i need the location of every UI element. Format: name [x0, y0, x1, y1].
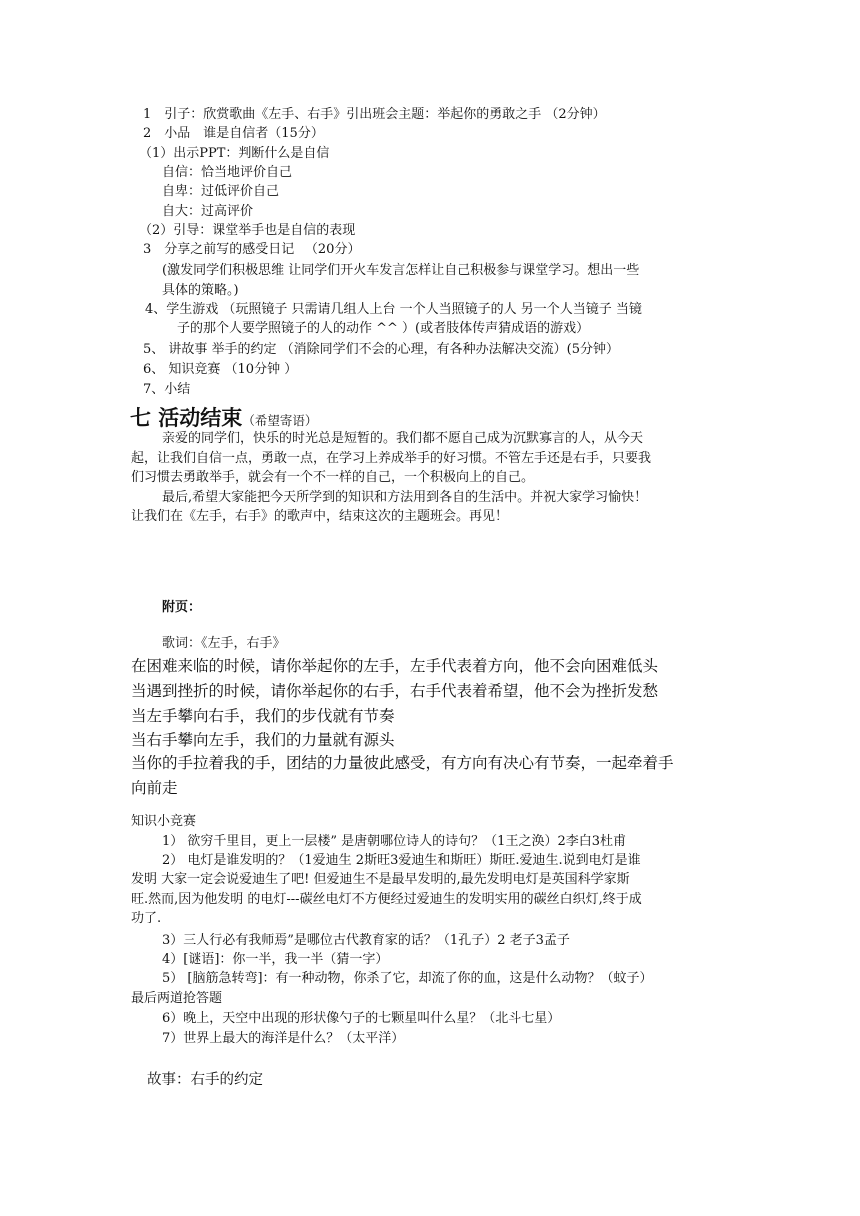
closing-paragraph-line: 让我们在《左手，右手》的歌声中，结束这次的主题班会。再见！ — [131, 509, 509, 524]
plan-line: 3 分享之前写的感受日记 （20分） — [143, 242, 361, 257]
plan-line: 自信：恰当地评价自己 — [162, 165, 293, 180]
plan-line: 6、 知识竞赛 （10分钟 ） — [143, 362, 298, 377]
quiz-item: 1） 欲穷千里目，更上一层楼” 是唐朝哪位诗人的诗句？（1王之涣）2李白3杜甫 — [162, 834, 626, 849]
quiz-item: 功了. — [131, 911, 162, 926]
quiz-item: 2） 电灯是谁发明的？（1爱迪生 2斯旺3爱迪生和斯旺）斯旺.爱迪生.说到电灯是谁 — [162, 853, 641, 868]
quiz-item: 发明 大家一定会说爱迪生了吧! 但爱迪生不是最早发明的,最先发明电灯是英国科学家斯 — [131, 872, 630, 887]
quiz-item: 7）世界上最大的海洋是什么？（太平洋） — [162, 1031, 405, 1046]
closing-paragraph-line: 最后,希望大家能把今天所学到的知识和方法用到各自的生活中。并祝大家学习愉快！ — [162, 490, 648, 505]
quiz-item: 旺.然而,因为他发明 的电灯---碳丝电灯不方便经过爱迪生的发明实用的碳丝白织灯,终于成 — [131, 892, 642, 907]
plan-line: 5、 讲故事 举手的约定 （消除同学们不会的心理，有各种办法解决交流）(5分钟） — [143, 342, 620, 357]
quiz-item: 6）晚上，天空中出现的形状像勺子的七颗星叫什么星？（北斗七星） — [162, 1011, 561, 1026]
lyrics-title: 歌词：《左手，右手》 — [162, 636, 286, 651]
plan-line: 4、学生游戏 （玩照镜子 只需请几组人上台 一个人当照镜子的人 另一个人当镜子 当镜 — [145, 302, 642, 317]
lyric-line: 当左手攀向右手，我们的步伐就有节奏 — [131, 707, 395, 725]
lyric-line: 当你的手拉着我的手，团结的力量彼此感受，有方向有决心有节奏，一起牵着手 — [131, 754, 674, 772]
plan-line: 自卑：过低评价自己 — [162, 184, 280, 199]
lyric-line: 当右手攀向左手，我们的力量就有源头 — [131, 731, 395, 749]
plan-line: 1 引子：欣赏歌曲《左手、右手》引出班会主题：举起你的勇敢之手 （2分钟） — [143, 107, 606, 122]
plan-line: （2）引导：课堂举手也是自信的表现 — [139, 223, 356, 238]
lyric-line: 在困难来临的时候，请你举起你的左手，左手代表着方向，他不会向困难低头 — [131, 657, 659, 675]
plan-line: 7、小结 — [143, 382, 191, 397]
closing-paragraph-line: 们习惯去勇敢举手，就会有一个不一样的自己，一个积极向上的自己。 — [131, 470, 535, 485]
plan-line: 2 小品 谁是自信者（15分） — [143, 126, 324, 141]
plan-line: （1）出示PPT：判断什么是自信 — [139, 146, 330, 161]
closing-paragraph-line: 起，让我们自信一点，勇敢一点，在学习上养成举手的好习惯。不管左手还是右手，只要我 — [131, 451, 652, 466]
appendix-label: 附页： — [162, 600, 202, 615]
plan-line: 具体的策略。) — [162, 283, 239, 298]
section-subtitle: （希望寄语） — [242, 413, 318, 428]
plan-line: (激发同学们积极思维 让同学们开火车发言怎样让自己积极参与课堂学习。想出一些 — [162, 263, 640, 278]
plan-line: 自大：过高评价 — [162, 204, 254, 219]
quiz-item: 5） [脑筋急转弯]：有一种动物，你杀了它，却流了你的血，这是什么动物？（蚊子） — [162, 971, 653, 986]
story-title: 故事：右手的约定 — [147, 1072, 263, 1088]
quiz-item: 3）三人行必有我师焉”是哪位古代教育家的话？（1孔子）2 老子3孟子 — [162, 933, 570, 948]
quiz-item: 4）[谜语]：你一半，我一半（猜一字） — [162, 952, 389, 967]
section-title: 七 活动结束 — [130, 406, 243, 430]
lyric-line: 当遇到挫折的时候，请你举起你的右手，右手代表着希望，他不会为挫折发愁 — [131, 682, 659, 700]
lyric-line: 向前走 — [131, 779, 178, 797]
quiz-title: 知识小竞赛 — [131, 814, 197, 829]
quiz-item: 最后两道抢答题 — [131, 991, 223, 1006]
plan-line: 子的那个人要学照镜子的人的动作 ^^ ）(或者肢体传声猜成语的游戏） — [177, 321, 590, 336]
section-heading — [130, 402, 317, 432]
closing-paragraph-line: 亲爱的同学们，快乐的时光总是短暂的。我们都不愿自己成为沉默寡言的人，从今天 — [162, 431, 644, 446]
